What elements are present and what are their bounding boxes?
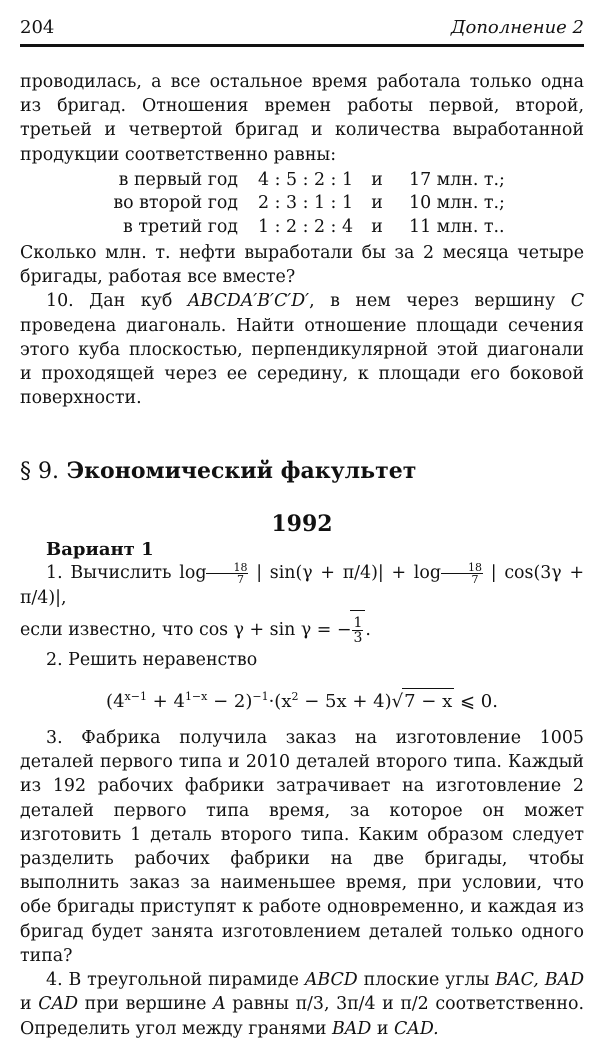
log-base-2: $\frac{18}{7}$ <box>441 562 483 585</box>
row-amount: 17 млн. т.; <box>409 169 505 190</box>
intro-paragraph: проводилась, а все остальное время работала только одна из бригад. Отношения времен работы первой, второй, третьей и четвертой бригад и количества выработанной продукции соответственно равны: <box>20 72 584 165</box>
problem-4: 4. В треугольной пирамиде ABCD плоские углы BAC, BAD и CAD при вершине A равны π/3, 3π/4 и π/2 соответственно. Определить угол между гранями BAD и CAD. <box>20 970 585 1039</box>
table-row <box>106 216 505 239</box>
row-label: в третий год <box>123 216 238 237</box>
problem-1: 1. Вычислить log $\frac{18}{7}$ | sin(γ + π/4)| + log $\frac{18}{7}$ | cos(3γ + π/4)|, <box>20 561 585 608</box>
problem-3: 3. Фабрика получила заказ на изготовление 1005 деталей первого типа и 2010 деталей второго типа. Каждый из 192 рабочих фабрики затрачивает на изготовление 2 деталей первого типа время, за которое он может изготовить 1 деталь второго типа. Каким образом следует разделить рабочих фабрики на две бригады, чтобы выполнить заказ за наименьшее время, при условии, что обе бригады приступят к работе одновременно, и каждая из бригад будет занята изготовлением деталей только одного типа? <box>20 728 584 966</box>
problem-2-intro: 2. Решить неравенство <box>46 649 258 670</box>
row-conj: и <box>371 216 383 237</box>
question-paragraph: Сколько млн. т. нефти выработали бы за 2 месяца четыре бригады, работая все вместе? <box>20 243 584 288</box>
row-label: во второй год <box>113 193 238 214</box>
section-heading <box>20 456 584 486</box>
log-base-1: $\frac{18}{7}$ <box>206 562 248 585</box>
row-ratio: 1 : 2 : 2 : 4 <box>258 216 354 237</box>
section-title: Экономический факультет <box>66 458 417 485</box>
page <box>20 12 584 1041</box>
sqrt-fraction: $\frac{1}{3}$ <box>350 610 365 649</box>
header-rule <box>20 44 584 47</box>
production-table <box>106 169 505 239</box>
problem-1-condition: если известно, что cos γ + sin γ = − $\frac{1}{3}$ . <box>20 610 584 648</box>
row-amount: 11 млн. т.. <box>409 216 505 237</box>
inequality-formula: $(4^{x-1} + 4^{1-x} - 2)^{-1}\cdot(x^2 - 5x + 4)√7 - x$ ⩽ 0. <box>20 684 584 710</box>
cube-name: ABCDA′B′C′D′ <box>187 291 310 312</box>
table-row <box>106 169 505 192</box>
year-heading: 1992 <box>271 511 333 538</box>
row-ratio: 2 : 3 : 1 : 1 <box>258 193 354 214</box>
row-conj: и <box>371 193 383 214</box>
row-conj: и <box>371 169 383 190</box>
row-amount: 10 млн. т.; <box>409 193 505 214</box>
problem-10: 10. Дан куб ABCDA′B′C′D′, в нем через вершину C проведена диагональ. Найти отношение площади сечения этого куба плоскостью, перпендикулярной этой диагонали и проходящей через ее середину, к площади его боковой поверхности. <box>20 291 585 409</box>
section-symbol: § 9. <box>20 459 59 485</box>
page-header <box>20 12 584 38</box>
row-ratio: 4 : 5 : 2 : 1 <box>258 169 354 190</box>
page-body <box>20 70 584 1041</box>
running-title: Дополнение 2 <box>450 17 584 38</box>
variant-heading: Вариант 1 <box>46 539 154 561</box>
row-label: в первый год <box>118 169 238 190</box>
table-row <box>106 192 505 215</box>
page-number: 204 <box>20 17 55 38</box>
